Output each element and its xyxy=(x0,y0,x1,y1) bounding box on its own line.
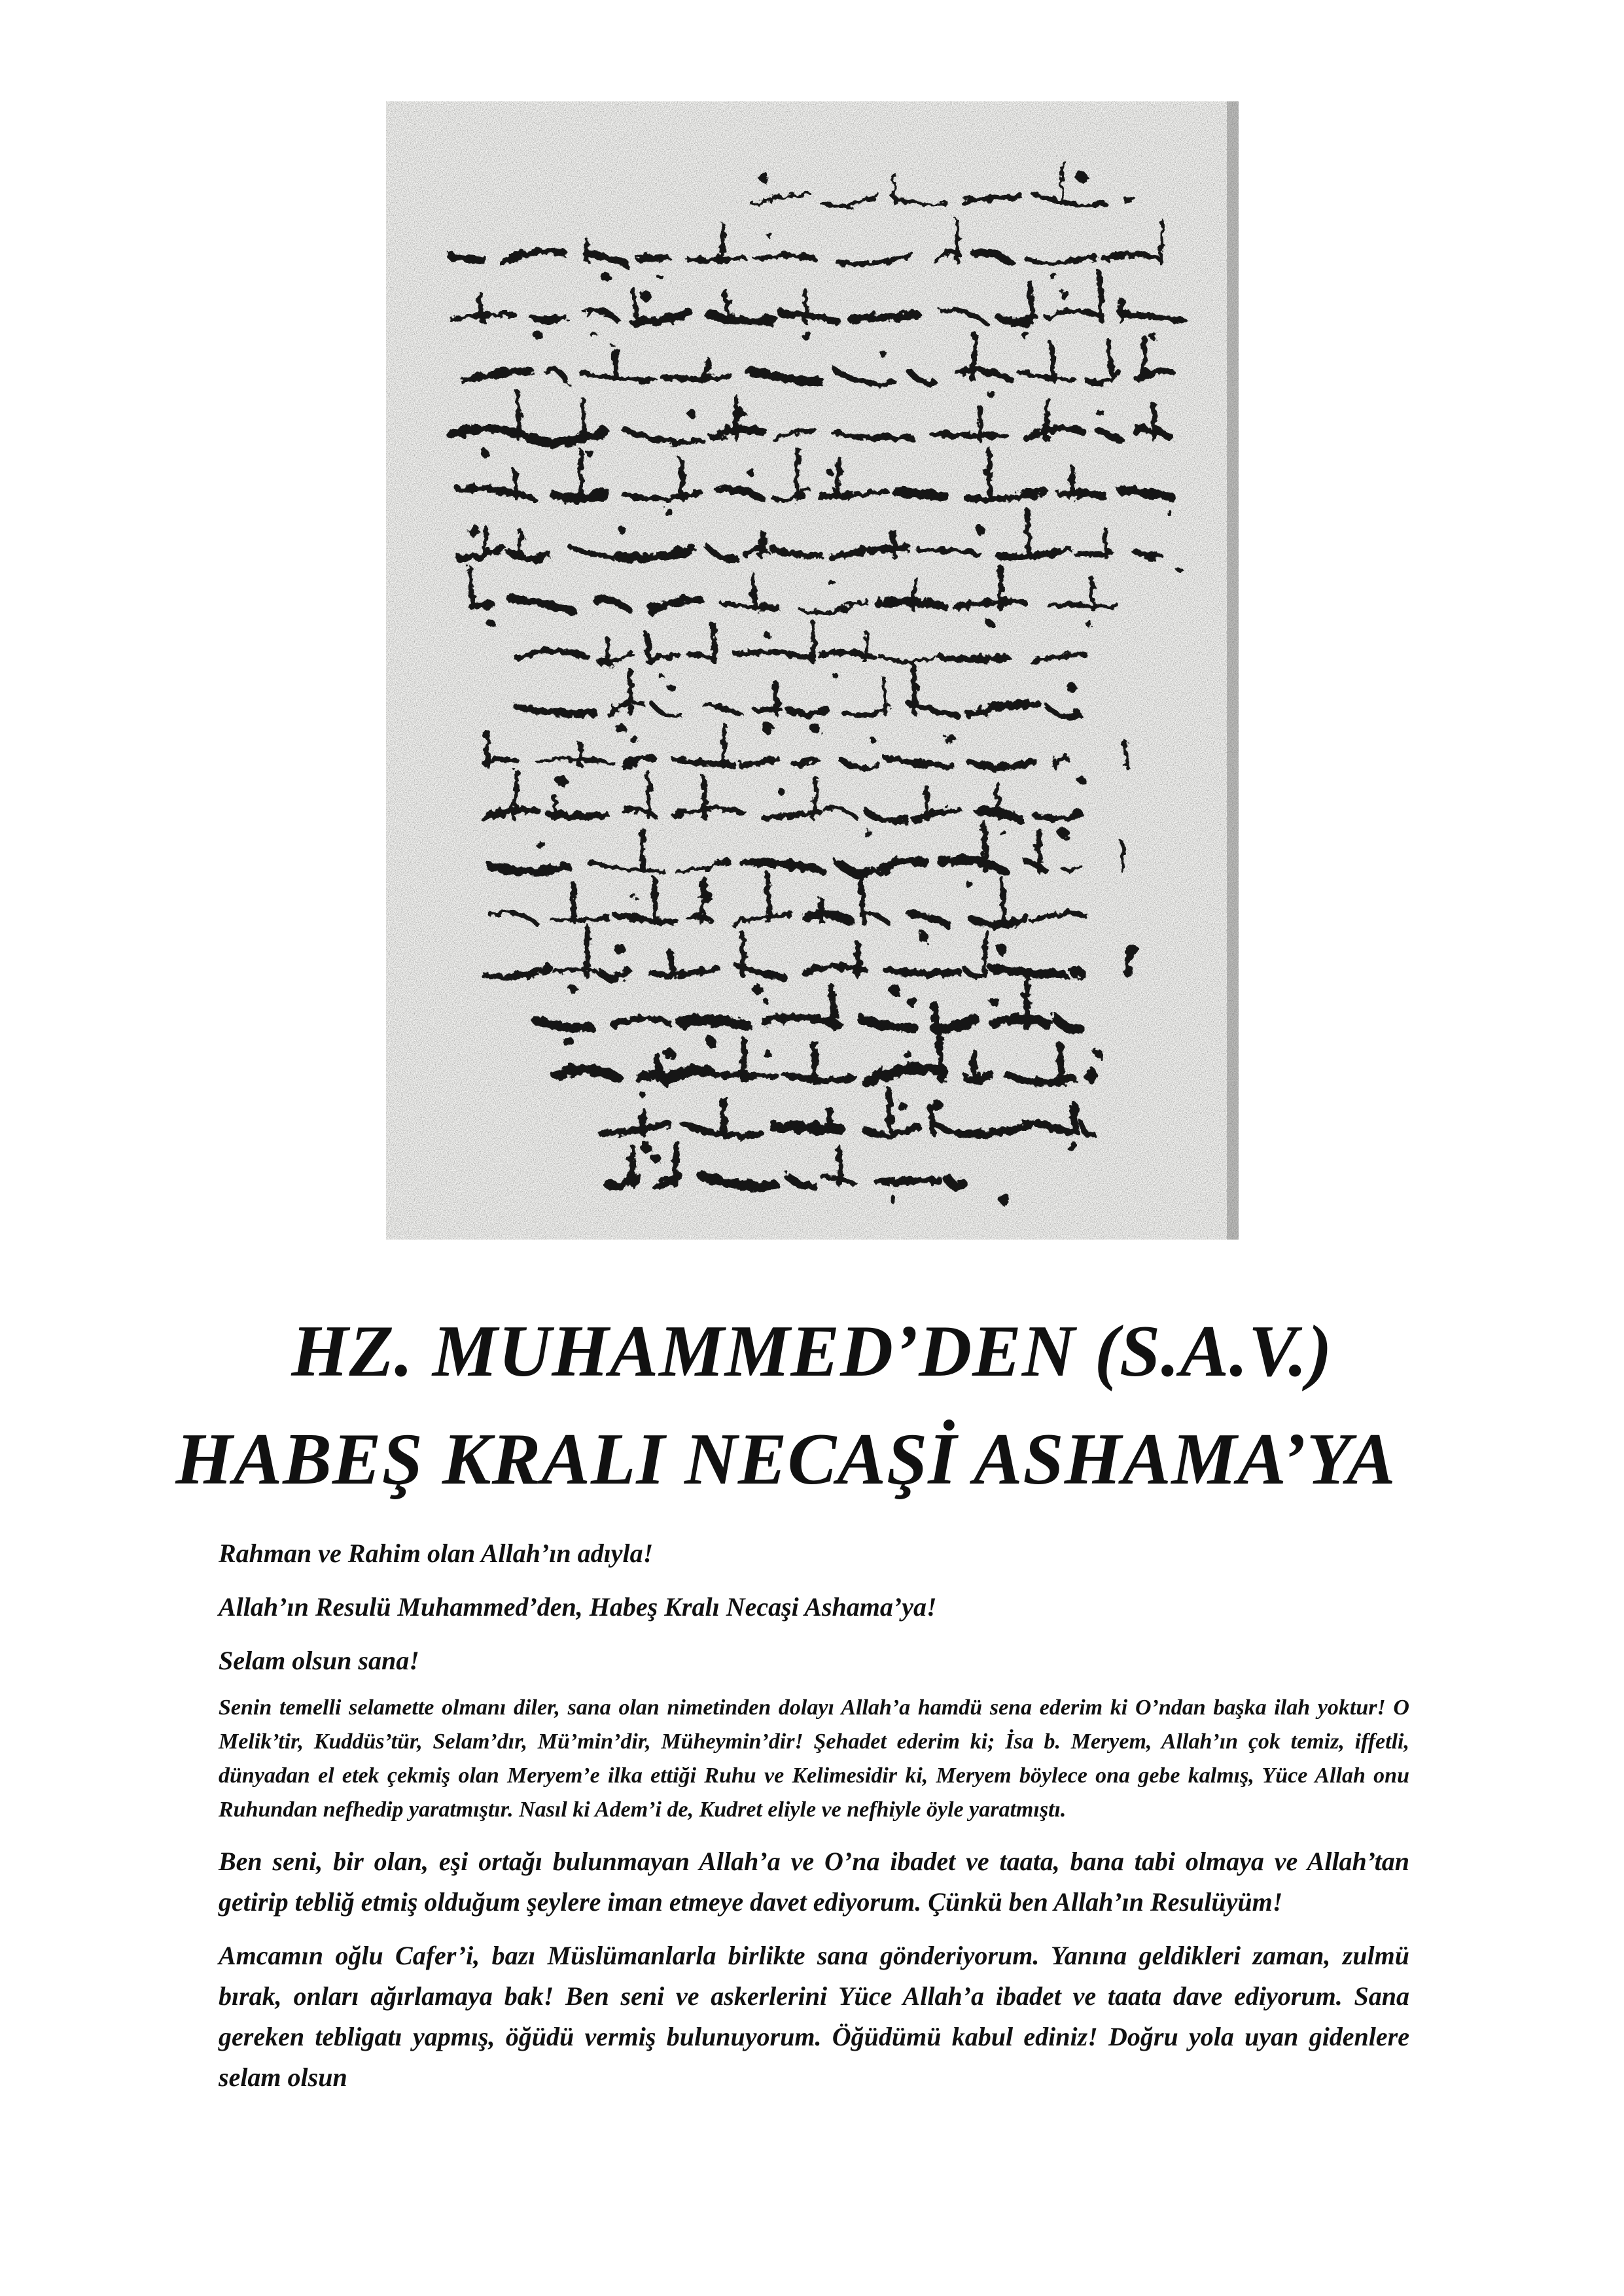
title-line-2: HABEŞ KRALI NECAŞİ ASHAMA’YA xyxy=(175,1419,1396,1500)
script-dot xyxy=(889,1196,896,1203)
script-dot xyxy=(1033,839,1044,850)
script-dot xyxy=(763,999,769,1005)
script-stroke xyxy=(654,879,656,923)
script-stroke xyxy=(935,1004,936,1028)
script-dot xyxy=(987,391,995,398)
script-stroke xyxy=(1071,469,1073,498)
script-dot xyxy=(828,580,835,586)
script-dot xyxy=(1085,620,1091,627)
script-dot xyxy=(664,508,673,517)
script-dot xyxy=(747,468,754,476)
script-dot xyxy=(998,1193,1010,1205)
script-stroke xyxy=(839,1147,840,1185)
script-stroke xyxy=(633,290,636,321)
script-stroke xyxy=(1074,1105,1075,1132)
script-stroke xyxy=(1109,342,1112,380)
script-stroke xyxy=(851,316,918,319)
script-stroke xyxy=(995,1018,1048,1024)
script-dot xyxy=(481,449,489,457)
script-dot xyxy=(870,737,875,742)
script-stroke xyxy=(1125,198,1132,201)
script-stroke xyxy=(889,1090,890,1132)
script-stroke xyxy=(648,773,650,818)
script-dot xyxy=(889,984,900,995)
script-dot xyxy=(586,449,594,457)
script-stroke xyxy=(682,1020,747,1026)
script-dot xyxy=(701,891,713,903)
script-stroke xyxy=(1061,161,1063,203)
script-dot xyxy=(1149,332,1157,339)
script-stroke xyxy=(533,317,564,321)
script-dot xyxy=(810,723,820,733)
script-stroke xyxy=(752,574,755,609)
script-stroke xyxy=(586,240,588,262)
script-stroke xyxy=(1128,952,1129,975)
letter-body xyxy=(219,1534,1409,2098)
script-dot xyxy=(1078,776,1086,784)
script-stroke xyxy=(713,623,714,661)
script-stroke xyxy=(1030,283,1032,321)
script-dot xyxy=(897,1102,906,1111)
salutation-1: Rahman ve Rahim olan Allah’ın adıyla! xyxy=(219,1539,654,1568)
script-stroke xyxy=(1048,604,1118,606)
script-dot xyxy=(982,468,989,475)
script-dot xyxy=(1058,827,1068,838)
script-dot xyxy=(563,1037,574,1047)
script-stroke xyxy=(1061,493,1102,494)
script-stroke xyxy=(580,452,581,498)
script-dot xyxy=(862,829,871,837)
script-stroke xyxy=(1046,399,1047,439)
script-stroke xyxy=(1121,301,1123,321)
script-dot xyxy=(706,1037,716,1047)
script-stroke xyxy=(688,258,743,260)
script-stroke xyxy=(670,952,673,975)
script-dot xyxy=(945,735,956,746)
script-stroke xyxy=(1051,345,1054,380)
script-stroke xyxy=(1090,1073,1093,1077)
script-dot xyxy=(652,1154,661,1163)
script-dot xyxy=(658,673,663,678)
script-stroke xyxy=(487,731,488,766)
script-dot xyxy=(764,632,770,638)
script-dot xyxy=(768,233,773,239)
paragraph-2: Ben seni, bir olan, eşi ortağı bulunmayan Allah’a ve O’na ibadet ve taata, bana tabi olmaya ve Allah’tan getirip tebliğ etmiş olduğum şeylere iman etmeye davet ediyorum. Çünkü ben Allah’ın Resulüyüm! xyxy=(219,1847,1409,1917)
script-dot xyxy=(1076,172,1087,183)
script-stroke xyxy=(720,226,723,262)
script-stroke xyxy=(768,875,769,923)
salutation-3: Selam olsun sana! xyxy=(219,1646,419,1675)
script-dot xyxy=(534,331,543,340)
script-dot xyxy=(1067,1141,1078,1152)
script-dot xyxy=(687,409,696,417)
script-stroke xyxy=(1060,1045,1061,1080)
script-stroke xyxy=(470,568,473,609)
script-stroke xyxy=(480,294,482,321)
script-stroke xyxy=(744,1041,745,1080)
script-stroke xyxy=(913,578,915,609)
script-stroke xyxy=(641,257,666,259)
script-dot xyxy=(1096,409,1104,417)
script-dot xyxy=(591,332,597,338)
script-stroke xyxy=(515,472,517,498)
script-stroke xyxy=(485,529,486,557)
script-stroke xyxy=(723,1098,724,1132)
script-dot xyxy=(879,350,887,357)
script-dot xyxy=(976,526,985,535)
script-stroke xyxy=(832,987,834,1028)
script-dot xyxy=(802,331,811,340)
script-dot xyxy=(639,289,650,300)
script-stroke xyxy=(984,823,985,871)
script-stroke xyxy=(813,623,814,661)
paragraph-1: Senin temelli selamette olmanı diler, sana olan nimetinden dolayı Allah’a hamdü sena ederim ki O’ndan başka ilah yoktur! O Melik’tir, Kuddüs’tür, Selam’dır, Mü’min’dir, Müheymin’dir! Şehadet ederim ki; İsa b. Meryem, Allah’ın çok temiz, iffetli, dünyadan el etek çekmiş olan Meryem’e ilka ettiği Ruhu ve Kelimesidir ki, Meryem böylece ona gebe kalmış, Yüce Allah onu Ruhundan nefhedip yaratmıştır. Nasıl ki Adem’i de, Kudret eliyle ve nefhiyle öyle yaratmıştı. xyxy=(219,1696,1409,1822)
script-dot xyxy=(1060,290,1070,300)
script-stroke xyxy=(1074,971,1080,974)
script-stroke xyxy=(814,779,817,818)
script-stroke xyxy=(553,918,610,920)
script-dot xyxy=(753,984,763,994)
script-stroke xyxy=(805,292,806,321)
script-dot xyxy=(614,943,626,954)
script-stroke xyxy=(583,400,586,439)
script-dot xyxy=(996,944,1007,955)
script-dot xyxy=(569,986,578,994)
script-stroke xyxy=(797,450,798,498)
script-stroke xyxy=(865,634,867,661)
script-stroke xyxy=(940,657,1006,659)
script-stroke xyxy=(1091,578,1093,609)
script-dot xyxy=(657,274,663,280)
script-dot xyxy=(763,1049,771,1058)
script-dot xyxy=(721,292,727,298)
script-dot xyxy=(618,527,626,534)
script-dot xyxy=(631,894,637,899)
script-stroke xyxy=(1125,742,1127,766)
script-stroke xyxy=(984,933,987,975)
script-stroke xyxy=(491,867,567,871)
script-stroke xyxy=(814,1043,815,1080)
script-dot xyxy=(903,1050,911,1058)
script-stroke xyxy=(1027,510,1029,557)
script-dot xyxy=(1094,1049,1103,1058)
script-dot xyxy=(1022,332,1030,339)
script-stroke xyxy=(973,335,976,380)
salutation-2: Allah’ın Resulü Muhammed’den, Habeş Kralı Necaşi Ashama’ya! xyxy=(219,1592,937,1622)
script-stroke xyxy=(1039,831,1040,871)
script-dot xyxy=(758,172,769,183)
manuscript-image xyxy=(386,101,1239,1240)
script-dot xyxy=(663,1048,675,1059)
title-line-1: HZ. MUHAMMED’DEN (S.A.V.) xyxy=(291,1311,1333,1392)
script-stroke xyxy=(1160,221,1162,262)
script-stroke xyxy=(939,1031,942,1080)
script-stroke xyxy=(631,1148,633,1185)
script-stroke xyxy=(629,670,631,714)
script-stroke xyxy=(762,533,764,557)
script-stroke xyxy=(857,945,859,975)
script-dot xyxy=(986,619,993,627)
script-dot xyxy=(912,684,920,691)
script-stroke xyxy=(997,783,999,818)
script-stroke xyxy=(518,393,520,439)
script-stroke xyxy=(884,679,886,714)
script-stroke xyxy=(704,778,705,818)
script-dot xyxy=(639,1091,646,1098)
script-dot xyxy=(966,882,973,889)
script-stroke xyxy=(776,683,777,714)
script-stroke xyxy=(989,449,990,498)
script-stroke xyxy=(724,726,726,766)
script-stroke xyxy=(878,1180,939,1181)
script-stroke xyxy=(1002,880,1004,923)
script-stroke xyxy=(550,814,606,816)
script-stroke xyxy=(657,1056,660,1080)
script-dot xyxy=(1050,273,1057,280)
script-dot xyxy=(1165,510,1171,515)
script-dot xyxy=(932,1101,944,1112)
script-stroke xyxy=(893,531,894,557)
script-dot xyxy=(615,723,626,733)
script-stroke xyxy=(647,635,648,661)
script-dot xyxy=(999,829,1006,836)
script-dot xyxy=(779,789,785,795)
script-stroke xyxy=(705,360,708,380)
script-stroke xyxy=(675,1143,677,1185)
script-stroke xyxy=(896,492,944,496)
script-stroke xyxy=(742,933,743,975)
script-dot xyxy=(536,840,544,848)
script-dot xyxy=(833,673,839,679)
script-dot xyxy=(733,407,745,418)
script-stroke xyxy=(930,1107,934,1132)
script-stroke xyxy=(821,899,822,923)
script-stroke xyxy=(861,877,864,923)
script-dot xyxy=(1067,682,1077,693)
script-stroke xyxy=(573,883,574,923)
script-stroke xyxy=(642,831,643,871)
manuscript-scan-graphic xyxy=(386,101,1239,1240)
script-stroke xyxy=(520,532,521,557)
script-stroke xyxy=(957,220,958,262)
script-stroke xyxy=(514,772,518,818)
script-stroke xyxy=(1099,273,1102,321)
script-dot xyxy=(640,1141,651,1152)
script-dot xyxy=(762,722,773,734)
script-dot xyxy=(630,736,638,744)
script-stroke xyxy=(932,434,1006,436)
script-dot xyxy=(918,932,928,943)
paragraph-3: Amcamın oğlu Cafer’i, bazı Müslümanlarla birlikte sana gönderiyorum. Yanına geldikleri zaman, zulmü bırak, onları ağırlamaya bak! Ben seni ve askerlerini Yüce Allah’a ibadet ve taata dave ediyorum. Sana gereken tebligatı yapmış, öğüdü vermiş bulunuyorum. Öğüdümü kabul ediniz! Doğru yola uyan gidenlere selam olsun xyxy=(219,1941,1409,2092)
script-dot xyxy=(487,619,495,627)
script-dot xyxy=(601,272,610,282)
script-dot xyxy=(1129,945,1138,954)
script-stroke xyxy=(451,257,484,260)
script-dot xyxy=(826,468,832,475)
script-dot xyxy=(468,525,480,536)
script-dot xyxy=(667,684,675,691)
script-dot xyxy=(556,774,567,786)
script-dot xyxy=(990,997,1000,1007)
script-stroke xyxy=(710,315,773,321)
script-stroke xyxy=(974,1052,975,1080)
script-stroke xyxy=(837,460,839,498)
script-dot xyxy=(1178,568,1184,574)
script-stroke xyxy=(1143,338,1144,380)
script-stroke xyxy=(888,971,959,973)
script-dot xyxy=(907,996,917,1007)
